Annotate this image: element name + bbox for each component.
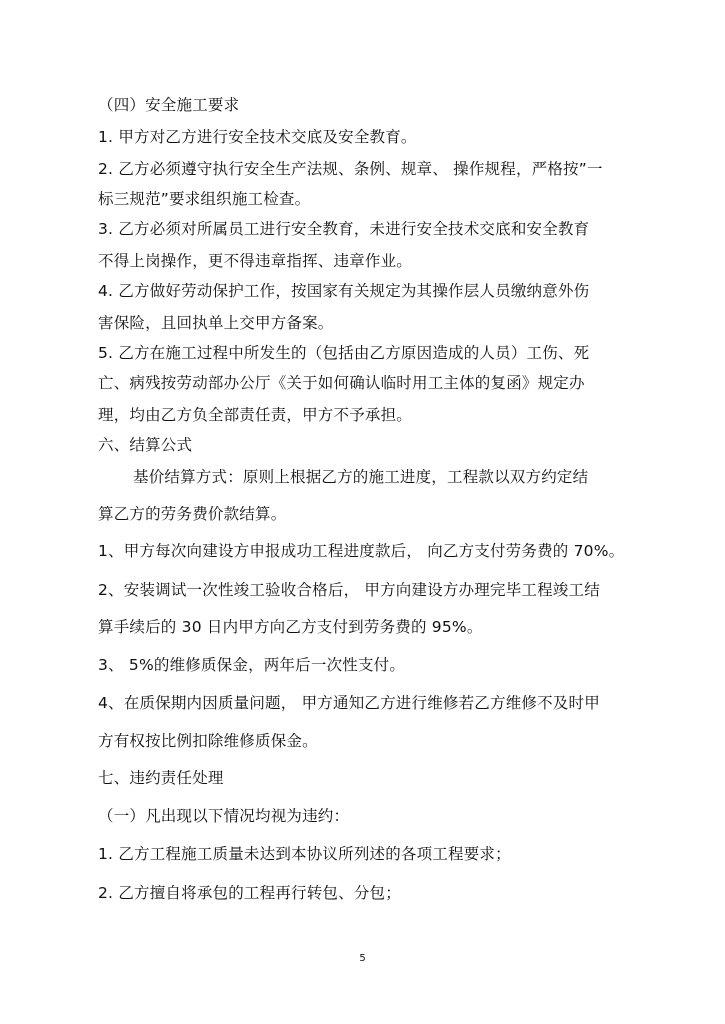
paragraph-line: 3、 5%的维修质保金，两年后一次性支付。 <box>98 656 406 674</box>
paragraph-line: （一）凡出现以下情况均视为违约： <box>98 807 350 825</box>
paragraph-line: 1. 甲方对乙方进行安全技术交底及安全教育。 <box>98 128 417 146</box>
paragraph-line: 1. 乙方工程施工质量未达到本协议所列述的各项工程要求； <box>98 845 511 863</box>
paragraph-line: 2、安装调试一次性竣工验收合格后， 甲方向建设方办理完毕工程竣工结 <box>98 581 600 599</box>
paragraph-line: 1、甲方每次向建设方申报成功工程进度款后， 向乙方支付劳务费的 70%。 <box>98 542 625 560</box>
section-heading-settlement: 六、结算公式 <box>98 436 193 454</box>
paragraph-line: 算乙方的劳务费价款结算。 <box>98 505 287 523</box>
paragraph-line: 4. 乙方做好劳动保护工作，按国家有关规定为其操作层人员缴纳意外伤 <box>98 282 590 300</box>
paragraph-line: 害保险，且回执单上交甲方备案。 <box>98 314 334 332</box>
section-heading-safety: （四）安全施工要求 <box>98 96 240 114</box>
paragraph-line: 不得上岗操作，更不得违章指挥、违章作业。 <box>98 252 413 270</box>
paragraph-line: 亡、病残按劳动部办公厅《关于如何确认临时用工主体的复函》规定办 <box>98 374 585 392</box>
paragraph-line: 2. 乙方擅自将承包的工程再行转包、分包； <box>98 884 401 902</box>
paragraph-line: 方有权按比例扣除维修质保金。 <box>98 732 318 750</box>
page-number: 5 <box>359 953 366 964</box>
paragraph-line: 算手续后的 30 日内甲方向乙方支付到劳务费的 95%。 <box>98 618 483 636</box>
paragraph-line: 5. 乙方在施工过程中所发生的（包括由乙方原因造成的人员）工伤、死 <box>98 344 590 362</box>
paragraph-line: 3. 乙方必须对所属员工进行安全教育，未进行安全技术交底和安全教育 <box>98 220 590 238</box>
section-heading-breach: 七、违约责任处理 <box>98 769 224 787</box>
paragraph-line: 4、在质保期内因质量问题， 甲方通知乙方进行维修若乙方维修不及时甲 <box>98 694 600 712</box>
paragraph-line: 标三规范”要求组织施工检查。 <box>98 190 311 208</box>
paragraph-line: 2. 乙方必须遵守执行安全生产法规、条例、规章、 操作规程，严格按”一 <box>98 160 603 178</box>
paragraph-line: 基价结算方式：原则上根据乙方的施工进度，工程款以双方约定结 <box>133 468 589 486</box>
paragraph-line: 理，均由乙方负全部责任责，甲方不予承担。 <box>98 406 413 424</box>
